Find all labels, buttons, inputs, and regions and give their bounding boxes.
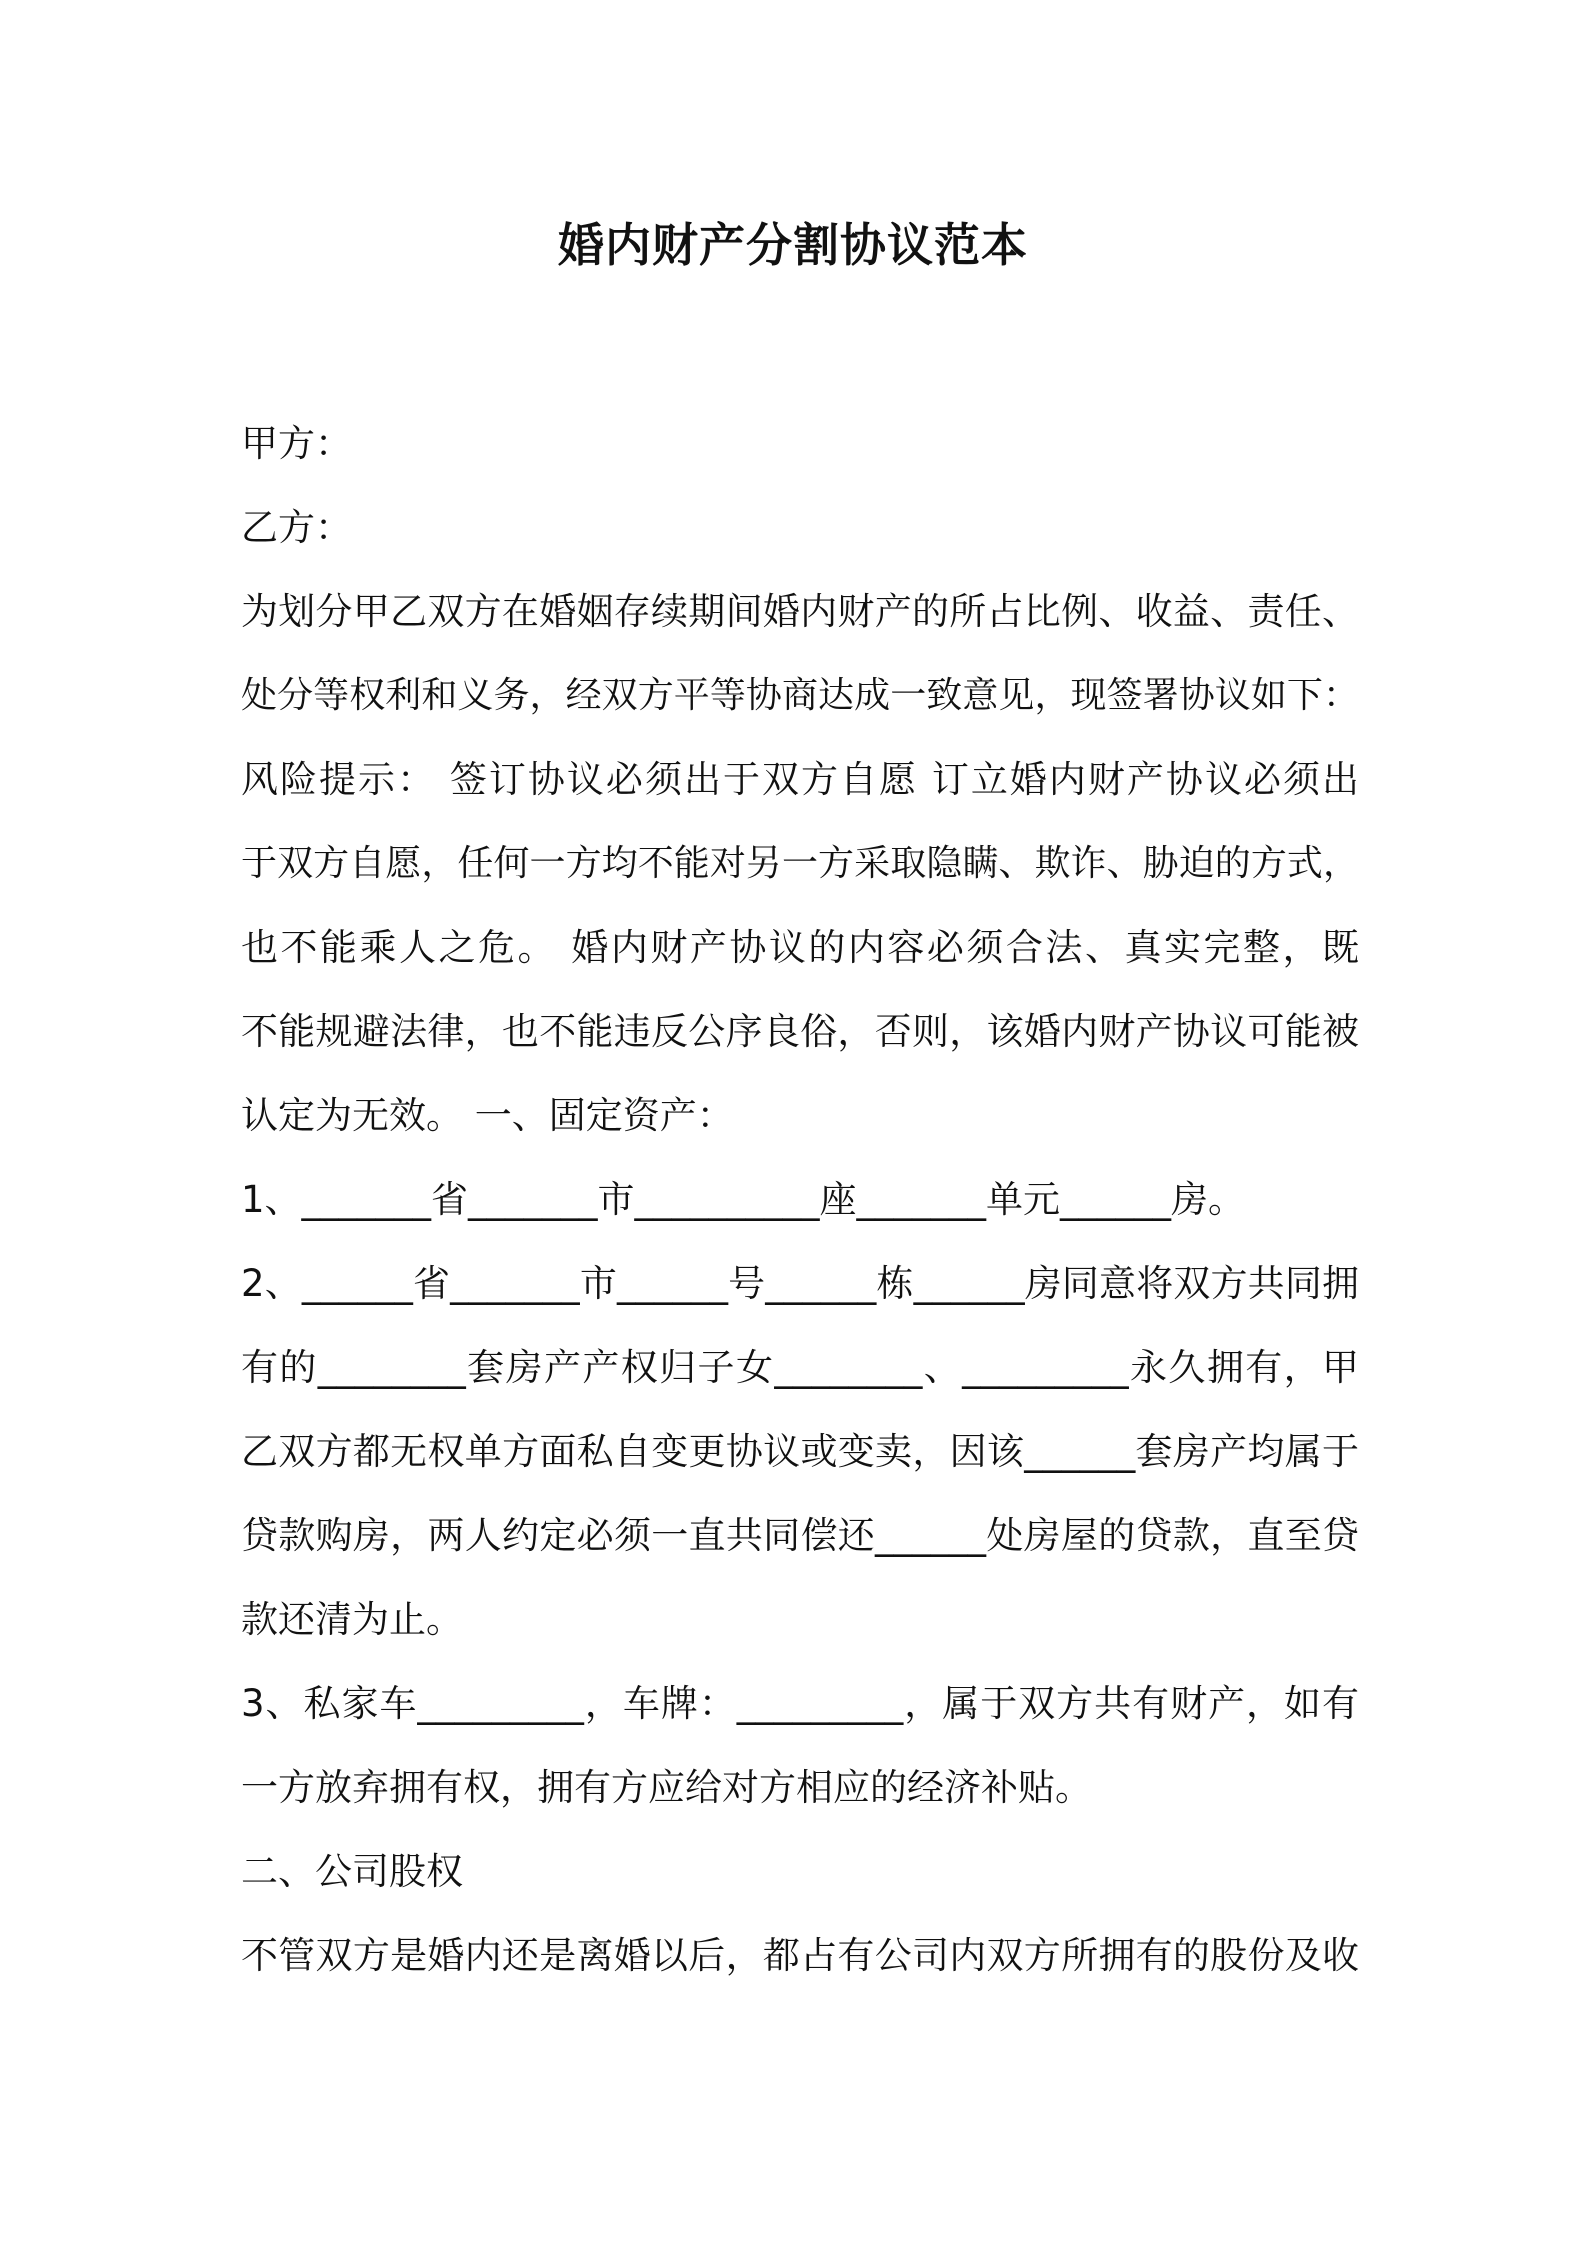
text-line-content: 乙方： [241, 506, 352, 549]
text-line-content: 于双方自愿，任何一方均不能对另一方采取隐瞒、欺诈、胁迫的方式， [241, 843, 1359, 884]
text-line [241, 1746, 1359, 1830]
text-line [241, 1662, 1359, 1746]
text-line [241, 1326, 1359, 1410]
text-line-content: 认定为无效。 一、固定资产： [241, 1094, 734, 1137]
text-line-content: 甲方： [241, 422, 352, 465]
text-line [241, 570, 1359, 654]
text-line [241, 1158, 1359, 1242]
text-line-content: 风险提示： 签订协议必须出于双方自愿 订立婚内财产协议必须出 [241, 758, 1359, 801]
text-line [241, 822, 1359, 906]
text-line-content: 2、______省_______市______号______栋______房同意将双方共同拥 [241, 1262, 1359, 1305]
text-line [241, 486, 1359, 570]
text-line-content: 不管双方是婚内还是离婚以后，都占有公司内双方所拥有的股份及收 [241, 1934, 1359, 1977]
text-line-content: 为划分甲乙双方在婚姻存续期间婚内财产的所占比例、收益、责任、 [241, 590, 1359, 633]
text-line [241, 1410, 1359, 1494]
text-line [241, 654, 1359, 738]
text-line-content: 贷款购房，两人约定必须一直共同偿还______处房屋的贷款，直至贷 [241, 1514, 1359, 1557]
document-body [241, 402, 1359, 1998]
text-line [241, 990, 1359, 1074]
text-line-content: 不能规避法律，也不能违反公序良俗，否则，该婚内财产协议可能被 [241, 1010, 1359, 1053]
text-line-content: 有的________套房产产权归子女________、_________永久拥有，甲 [241, 1346, 1359, 1389]
text-line-content: 也不能乘人之危。 婚内财产协议的内容必须合法、真实完整，既 [241, 926, 1359, 969]
text-line [241, 402, 1359, 486]
section-heading-text: 二、公司股权 [241, 1850, 463, 1893]
text-line [241, 738, 1359, 822]
text-line-content: 3、私家车_________，车牌：_________，属于双方共有财产，如有 [241, 1682, 1359, 1725]
text-line [241, 1242, 1359, 1326]
text-line-content: 处分等权利和义务，经双方平等协商达成一致意见，现签署协议如下： [241, 675, 1359, 716]
text-line [241, 906, 1359, 990]
text-line [241, 1914, 1359, 1998]
text-line [241, 1494, 1359, 1578]
document-title: 婚内财产分割协议范本 [558, 218, 1028, 272]
text-line-content: 1、_______省_______市__________座_______单元______房。 [241, 1178, 1246, 1221]
text-line-content: 款还清为止。 [241, 1598, 463, 1641]
section-heading [241, 1830, 1359, 1914]
text-line [241, 1074, 1359, 1158]
text-line [241, 1578, 1359, 1662]
text-line-content: 乙双方都无权单方面私自变更协议或变卖，因该______套房产均属于 [241, 1430, 1359, 1473]
text-line-content: 一方放弃拥有权，拥有方应给对方相应的经济补贴。 [241, 1766, 1092, 1809]
